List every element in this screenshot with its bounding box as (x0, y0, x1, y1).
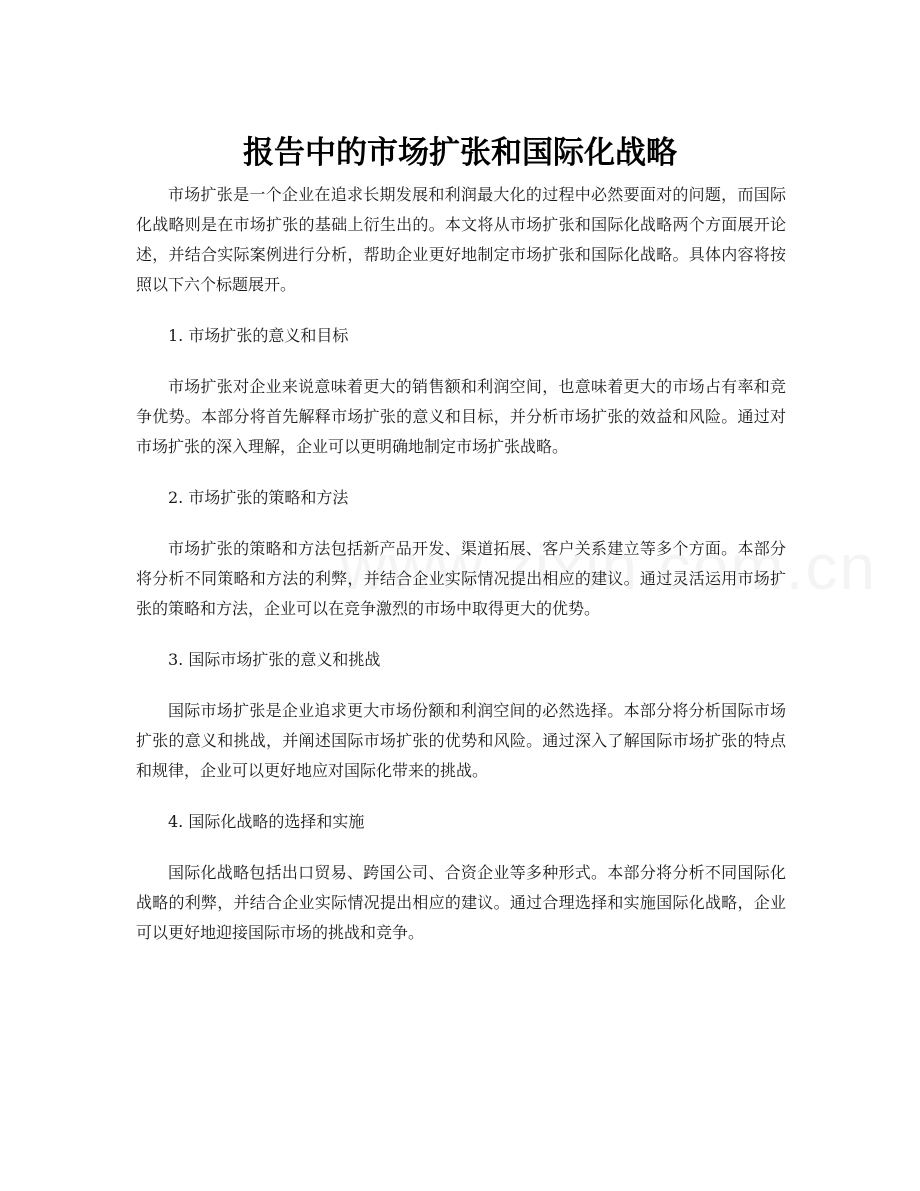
document-title: 报告中的市场扩张和国际化战略 (243, 134, 677, 171)
intro-paragraph: 市场扩张是一个企业在追求长期发展和利润最大化的过程中必然要面对的问题，而国际化战略则是在市场扩张的基础上衍生出的。本文将从市场扩张和国际化战略两个方面展开论述，并结合实际案例进行分析，帮助企业更好地制定市场扩张和国际化战略。具体内容将按照以下六个标题展开。 (136, 185, 786, 294)
section-heading-1: 1. 市场扩张的意义和目标 (168, 326, 349, 345)
section-body-2: 市场扩张的策略和方法包括新产品开发、渠道拓展、客户关系建立等多个方面。本部分将分析不同策略和方法的利弊，并结合企业实际情况提出相应的建议。通过灵活运用市场扩张的策略和方法，企业可以在竞争激烈的市场中取得更大的优势。 (136, 539, 786, 618)
section-heading-4: 4. 国际化战略的选择和实施 (168, 812, 365, 831)
section-body-3: 国际市场扩张是企业追求更大市场份额和利润空间的必然选择。本部分将分析国际市场扩张的意义和挑战，并阐述国际市场扩张的优势和风险。通过深入了解国际市场扩张的特点和规律，企业可以更好地应对国际化带来的挑战。 (136, 701, 786, 780)
section-heading-3: 3. 国际市场扩张的意义和挑战 (168, 650, 381, 669)
section-body-1: 市场扩张对企业来说意味着更大的销售额和利润空间，也意味着更大的市场占有率和竞争优势。本部分将首先解释市场扩张的意义和目标，并分析市场扩张的效益和风险。通过对市场扩张的深入理解，企业可以更明确地制定市场扩张战略。 (136, 377, 786, 456)
section-heading-2: 2. 市场扩张的策略和方法 (168, 488, 349, 507)
section-body-4: 国际化战略包括出口贸易、跨国公司、合资企业等多种形式。本部分将分析不同国际化战略的利弊，并结合企业实际情况提出相应的建议。通过合理选择和实施国际化战略，企业可以更好地迎接国际市场的挑战和竞争。 (136, 863, 786, 942)
document-body (136, 180, 786, 969)
